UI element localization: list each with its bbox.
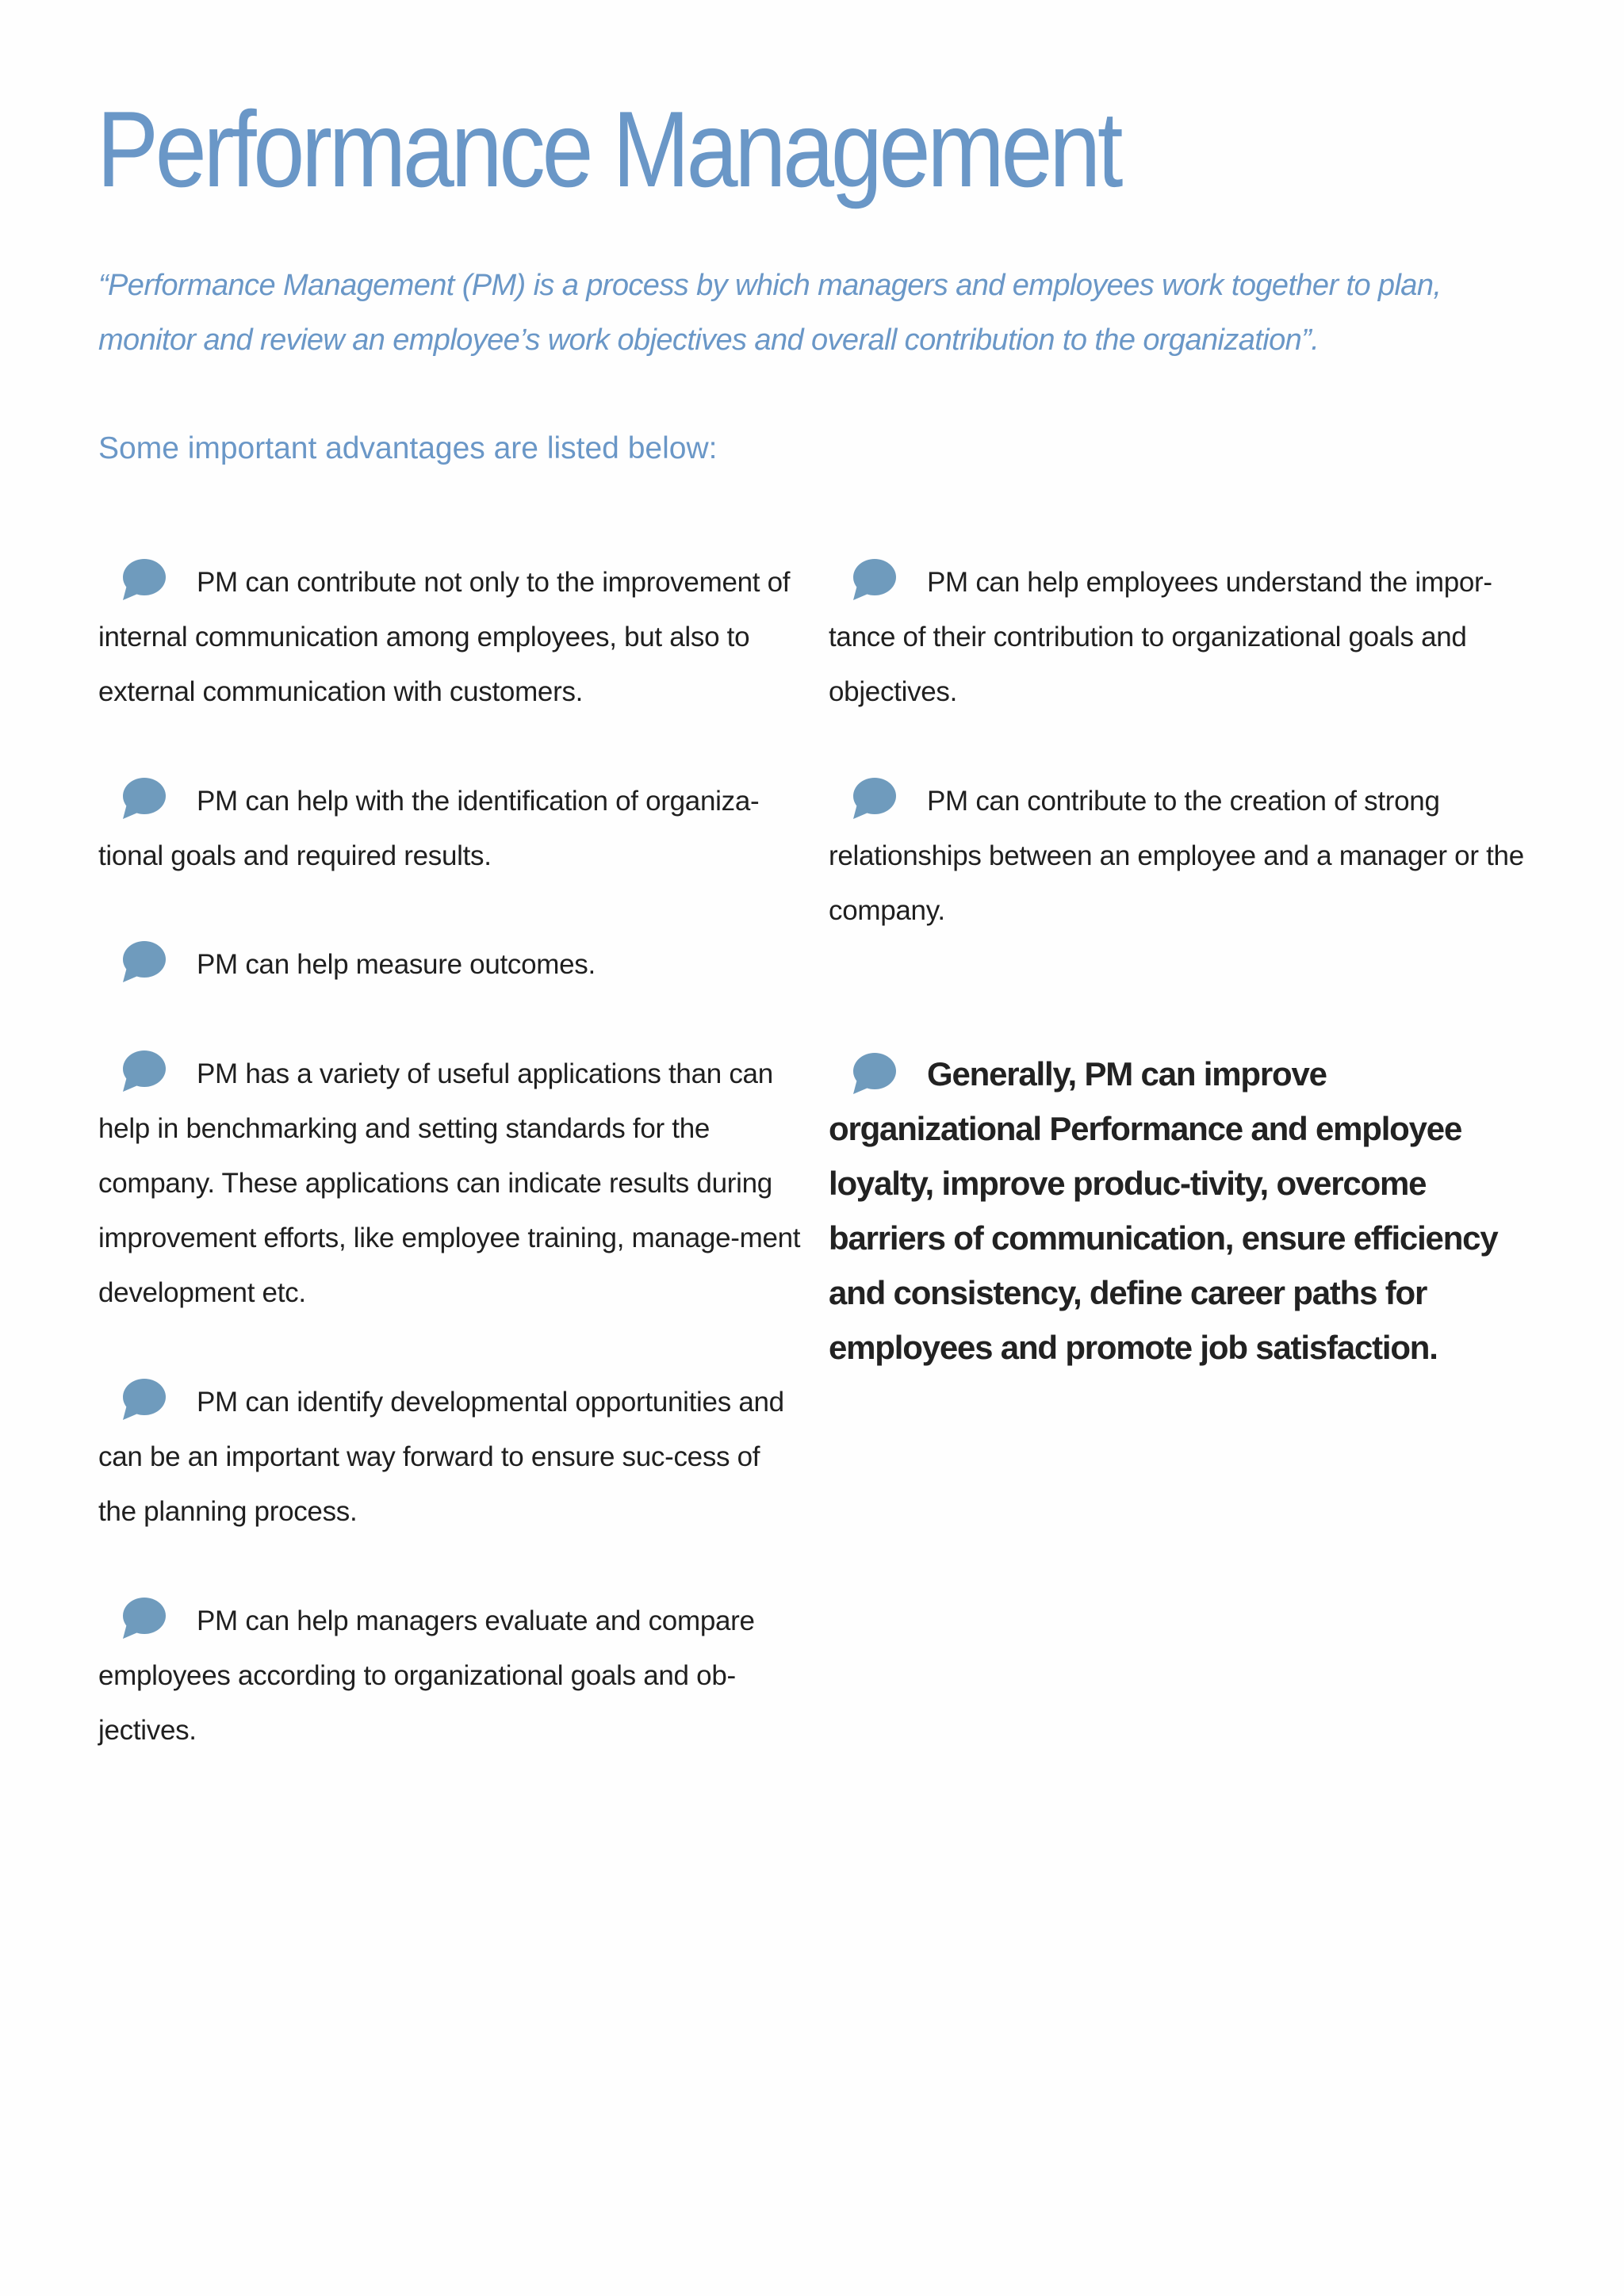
summary-item-text: Generally, PM can improve organizational Performance and employee loyalty, improve produc-tivity, overcome barriers of communication, ensure efficiency and consistency, define career paths for employees and promote job satisfaction. (829, 1055, 1498, 1366)
list-item (98, 1375, 804, 1539)
list-item (829, 774, 1534, 938)
speech-bubble-icon (121, 1595, 167, 1641)
speech-bubble-icon (851, 1050, 897, 1096)
list-item (829, 555, 1534, 719)
speech-bubble-icon (121, 1048, 167, 1094)
list-item (98, 774, 804, 883)
speech-bubble-icon (121, 1376, 167, 1422)
advantages-subheading: Some important advantages are listed below: (98, 431, 718, 465)
list-item-text: PM can help with the identification of organiza-tional goals and required results. (98, 786, 760, 871)
summary-item (829, 1047, 1534, 1375)
speech-bubble-icon (121, 939, 167, 985)
list-item-text: PM has a variety of useful applications than can help in benchmarking and setting standards for the company. These applications can indicate results during improvement efforts, like employee training, manage-ment development etc. (98, 1058, 801, 1308)
list-item-text: PM can help managers evaluate and compare employees according to organizational goals and ob-jectives. (98, 1605, 755, 1746)
list-item-text: PM can contribute to the creation of strong relationships between an employee and a manager or the company. (829, 786, 1524, 926)
speech-bubble-icon (121, 775, 167, 821)
list-item (98, 1047, 804, 1320)
list-item-text: PM can help measure outcomes. (197, 949, 596, 980)
definition-quote: “Performance Management (PM) is a process by which managers and employees work together to plan, monitor and review an employee’s work objectives and overall contribution to the organization”. (98, 269, 1442, 357)
list-item (98, 555, 804, 719)
speech-bubble-icon (851, 775, 897, 821)
page-title: Performance Management (97, 89, 1120, 209)
speech-bubble-icon (121, 557, 167, 603)
speech-bubble-icon (851, 557, 897, 603)
list-item-text: PM can help employees understand the impor-tance of their contribution to organizational goals and objectives. (829, 567, 1492, 707)
list-item-text: PM can identify developmental opportunities and can be an important way forward to ensure suc-cess of the planning process. (98, 1387, 784, 1527)
list-item-text: PM can contribute not only to the improvement of internal communication among employees, but also to external communication with customers. (98, 567, 791, 707)
list-item (98, 1594, 804, 1758)
list-item (98, 937, 804, 992)
